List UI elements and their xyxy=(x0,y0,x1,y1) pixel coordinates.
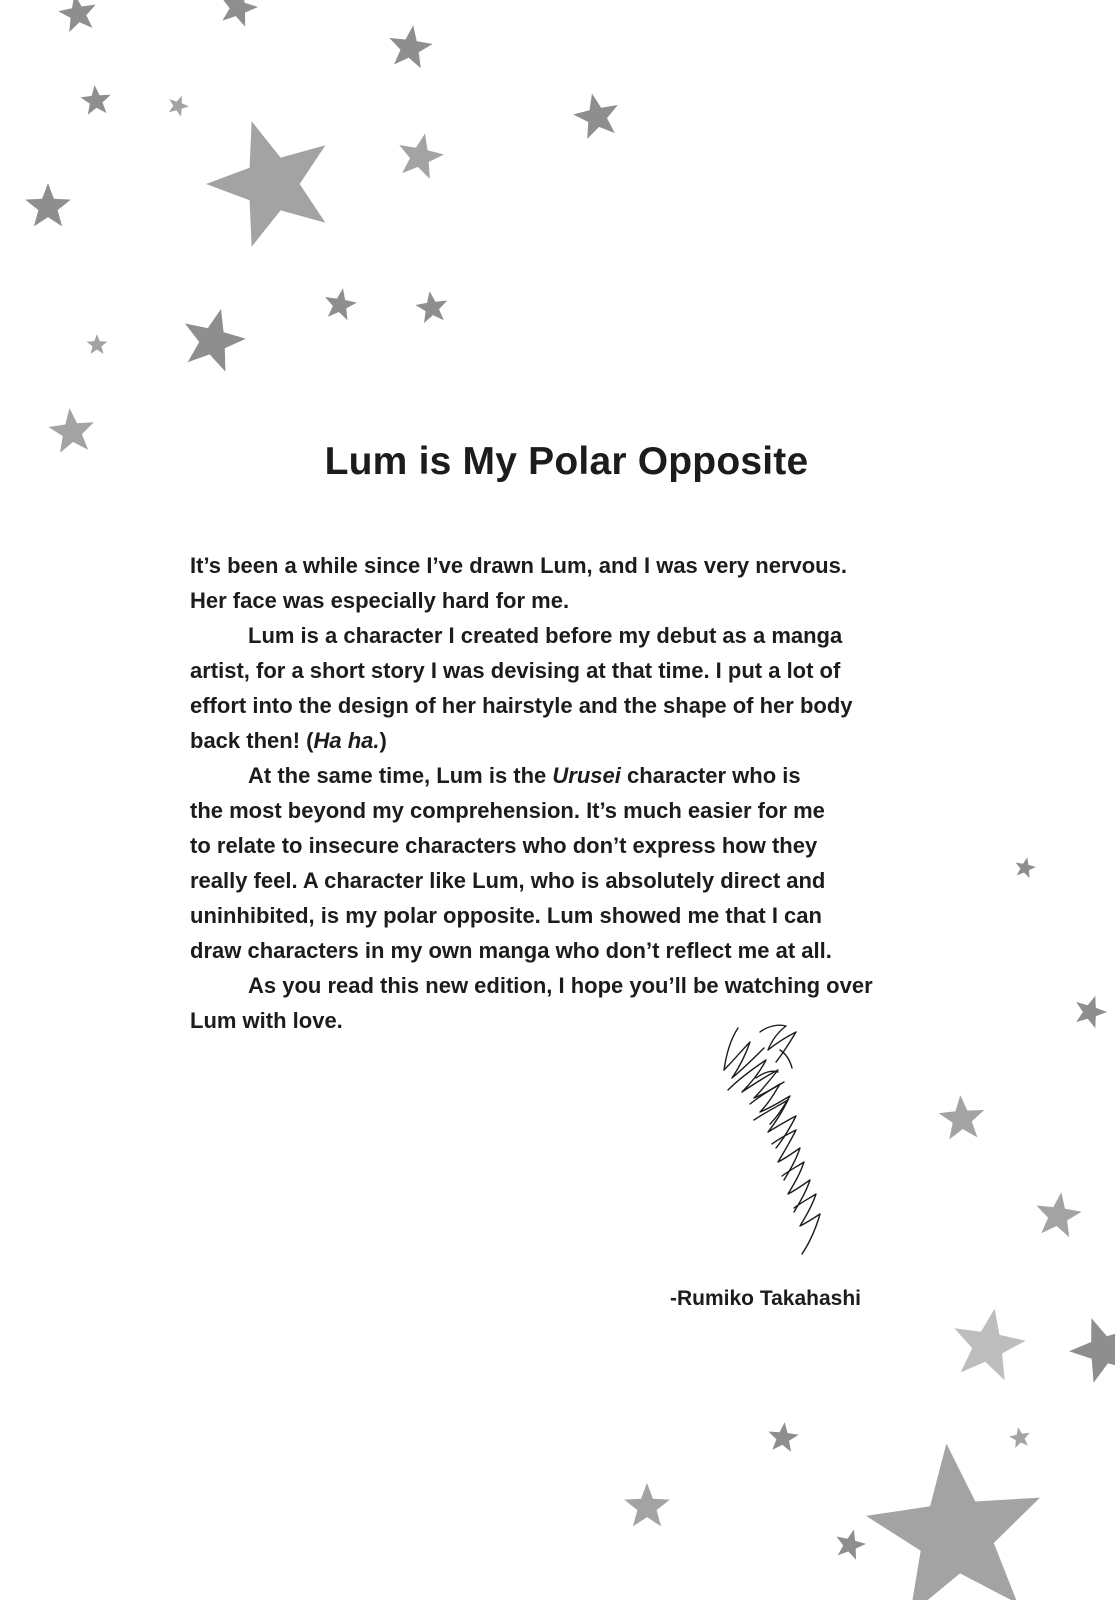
star-icon xyxy=(399,134,444,179)
text-line: Lum is a character I created before my debut as a manga xyxy=(248,623,843,648)
text-fragment: back then! ( xyxy=(190,728,314,753)
star-icon xyxy=(325,288,357,320)
text-fragment: character who is xyxy=(620,763,801,788)
text-line: the most beyond my comprehension. It’s much easier for me xyxy=(190,798,825,823)
star-icon xyxy=(1069,1318,1115,1383)
emphasis: Ha ha. xyxy=(313,728,380,753)
text-line: to relate to insecure characters who don’t express how they xyxy=(190,833,818,858)
text-line: uninhibited, is my polar opposite. Lum showed me that I can xyxy=(190,903,822,928)
text-line xyxy=(190,758,970,793)
essay-body xyxy=(190,548,970,1038)
text-fragment: ) xyxy=(379,728,387,753)
star-icon xyxy=(415,291,447,323)
star-icon xyxy=(573,94,618,139)
text-line: artist, for a short story I was devising at that time. I put a lot of xyxy=(190,658,841,683)
star-icon xyxy=(954,1309,1025,1381)
handwritten-signature xyxy=(720,1020,850,1270)
star-icon xyxy=(624,1483,670,1526)
star-icon xyxy=(1016,857,1036,878)
star-icon xyxy=(185,309,246,372)
star-icon xyxy=(87,334,108,354)
star-icon xyxy=(169,96,189,117)
star-icon xyxy=(1036,1192,1081,1237)
star-icon xyxy=(58,0,95,32)
star-icon xyxy=(1009,1427,1030,1448)
text-line: effort into the design of her hairstyle and the shape of her body xyxy=(190,693,853,718)
star-icon xyxy=(206,121,325,247)
text-line: As you read this new edition, I hope you’ll be watching over xyxy=(248,973,873,998)
text-line xyxy=(190,723,970,758)
text-line: really feel. A character like Lum, who is absolutely direct and xyxy=(190,868,826,893)
text-line: Lum with love. xyxy=(190,1008,343,1033)
star-icon xyxy=(25,183,71,226)
author-signature-line: -Rumiko Takahashi xyxy=(670,1287,861,1310)
star-icon xyxy=(221,0,258,27)
text-line: Her face was especially hard for me. xyxy=(190,588,570,613)
star-icon xyxy=(389,25,432,68)
star-icon xyxy=(836,1530,866,1560)
star-icon xyxy=(1076,996,1107,1028)
text-line: It’s been a while since I’ve drawn Lum, and I was very nervous. xyxy=(190,553,847,578)
star-icon xyxy=(768,1422,798,1452)
star-icon xyxy=(80,85,110,115)
page-title: Lum is My Polar Opposite xyxy=(324,440,809,483)
emphasis: Urusei xyxy=(552,763,621,788)
star-icon xyxy=(939,1095,985,1139)
text-fragment: At the same time, Lum is the xyxy=(248,763,553,788)
text-line: draw characters in my own manga who don’t reflect me at all. xyxy=(190,938,832,963)
star-icon xyxy=(866,1444,1040,1600)
